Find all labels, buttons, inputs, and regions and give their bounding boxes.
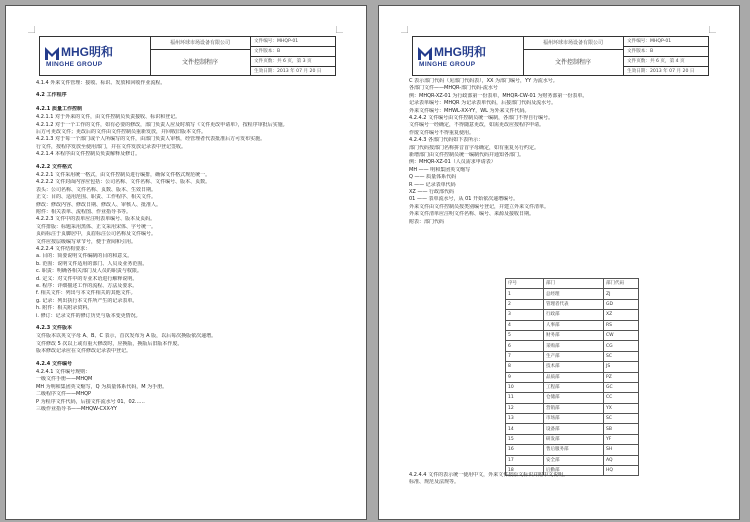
section-heading: 4.2.4 文件编号 bbox=[36, 360, 72, 367]
table-row bbox=[506, 289, 639, 299]
table-cell: 13 bbox=[506, 414, 544, 424]
table-row bbox=[506, 341, 639, 351]
table-cell: CW bbox=[604, 330, 639, 340]
table-cell: SB bbox=[604, 424, 639, 434]
body-text-line: 后方可更改文件；更改后的文件由文件控制员重新发放，并回收旧版本文件。 bbox=[36, 129, 207, 135]
body-text-line: 4.2.4.1 文件编号规则： bbox=[36, 369, 91, 375]
company-name: 福州环球市场设备有限公司 bbox=[150, 37, 250, 50]
document-page-2 bbox=[378, 5, 740, 520]
table-cell: 工程部 bbox=[544, 382, 604, 392]
body-text-line: 文件编号一经确定，不得随意更改，如需更改应按程序申请。 bbox=[409, 122, 545, 129]
body-text-line: 文件版本以英文字母 A、B、C 表示，首次发布为 A 版，以后每次换版依次递增。 bbox=[36, 333, 217, 340]
body-text-line: c. 职责：明确各相关部门及人员的职责与权限。 bbox=[36, 268, 142, 275]
table-cell: HQ bbox=[604, 466, 639, 476]
table-header-cell: 部门代码 bbox=[604, 279, 639, 289]
brand-name: MHG明和 bbox=[434, 45, 486, 59]
document-meta bbox=[251, 37, 335, 75]
body-text-line: 部门代码按部门名称拼音首字母确定，如有重复另行约定。 bbox=[409, 144, 540, 151]
table-cell: 设备部 bbox=[544, 424, 604, 434]
table-cell: 3 bbox=[506, 310, 544, 320]
body-text-line: 记录表单编号：MHQR 为记录表单代码，后接部门代码及流水号。 bbox=[409, 100, 557, 107]
table-cell: SC bbox=[604, 351, 639, 361]
page-header-table bbox=[412, 36, 709, 76]
body-text-line: 修改：修改内容、修改日期、修改人、审核人、批准人。 bbox=[36, 201, 162, 208]
company-name: 福州环球市场设备有限公司 bbox=[523, 37, 623, 50]
body-text-line: 4.2.4.4 文件的表示统一使用中文，外来文件按原文标识并附中文说明。 bbox=[409, 472, 569, 478]
body-text-line: 标准、规范及法规等。 bbox=[409, 479, 460, 486]
table-cell: 人事部 bbox=[544, 320, 604, 330]
doc-effective-date: 生效日期：2013 年 07 月 20 日 bbox=[254, 69, 322, 74]
body-text-line: 4.2.1.4 本程序由文件控制员负责解释及修订。 bbox=[36, 151, 141, 158]
table-cell: 17 bbox=[506, 455, 544, 465]
table-row bbox=[506, 414, 639, 424]
body-text-line: C 表示部门代码（见部门代码表），XX 为部门编号，YY 为流水号。 bbox=[409, 78, 558, 84]
body-text-line: Q —— 质量体系代码 bbox=[409, 174, 457, 181]
table-cell: 4 bbox=[506, 320, 544, 330]
table-cell: AQ bbox=[604, 455, 639, 465]
table-cell: 行政部 bbox=[544, 310, 604, 320]
body-text-line: XZ —— 行政部代码 bbox=[409, 189, 455, 195]
table-cell: 2 bbox=[506, 299, 544, 309]
table-cell: 6 bbox=[506, 341, 544, 351]
table-cell: 研发部 bbox=[544, 434, 604, 444]
table-row bbox=[506, 393, 639, 403]
section-heading: 4.2 工作程序 bbox=[36, 92, 67, 99]
body-text-line: 表头：公司名称、文件名称、页数、版本、生效日期。 bbox=[36, 186, 157, 193]
page-header-table bbox=[39, 36, 336, 76]
body-text-line: 文件修改 5 次以上或有重大修改时，应换版，换版后旧版本作废。 bbox=[36, 340, 183, 347]
table-cell: CC bbox=[604, 393, 639, 403]
table-header-cell: 部门 bbox=[544, 279, 604, 289]
body-text-line: 4.2.2.3 文件中的表单应注明表单编号、版本及页码。 bbox=[36, 216, 156, 223]
body-text-line: 外来文件编号：MHWL-XX-YY，WL 为外来文件代码。 bbox=[409, 107, 530, 114]
corner-mark-top-left bbox=[401, 26, 408, 33]
table-cell: 12 bbox=[506, 403, 544, 413]
table-cell: 8 bbox=[506, 362, 544, 372]
table-row bbox=[506, 424, 639, 434]
body-text-line: 01 —— 表单流水号，从 01 开始依次递增编号。 bbox=[409, 196, 519, 203]
body-text-line: 外来文件清单应注明文件名称、编号、来源及接收日期。 bbox=[409, 211, 535, 218]
table-cell: 仓储部 bbox=[544, 393, 604, 403]
body-text-line: 文件排版：标题采用黑体、正文采用宋体、字号统一。 bbox=[36, 223, 157, 230]
body-text-line: 新增部门由文件控制员统一编制代码并通知各部门。 bbox=[409, 152, 525, 158]
body-text-line: h. 附件：相关附录资料。 bbox=[36, 305, 93, 312]
body-text-line: i. 修订：记录文件的修订历史与版本变更情况。 bbox=[36, 312, 141, 319]
table-row bbox=[506, 351, 639, 361]
brand-subtitle: MINGHE GROUP bbox=[46, 61, 103, 68]
table-row bbox=[506, 455, 639, 465]
doc-effective-date: 生效日期：2013 年 07 月 20 日 bbox=[627, 69, 695, 74]
corner-mark-top-right bbox=[336, 26, 343, 33]
table-cell: 7 bbox=[506, 351, 544, 361]
body-text-line: 例：MHQR-XZ-01（人员需求申请表） bbox=[409, 159, 496, 166]
table-cell: 技术部 bbox=[544, 362, 604, 372]
corner-mark-top-right bbox=[709, 26, 716, 33]
table-cell: 管理者代表 bbox=[544, 299, 604, 309]
body-text-line: 外来文件由文件控制员按类别编号登记，并建立外来文件清单。 bbox=[409, 203, 550, 210]
table-cell: 后勤部 bbox=[544, 466, 604, 476]
table-cell: XZ bbox=[604, 310, 639, 320]
doc-version: 文件版本：B bbox=[251, 47, 335, 57]
department-code-table bbox=[505, 278, 639, 476]
table-cell: YX bbox=[604, 403, 639, 413]
body-text-line: 4.2.1.3 对于每一个部门或个人所编写的文件，由部门负责人审核，经管理者代表批准后方可发布实施。 bbox=[36, 136, 266, 143]
table-row bbox=[506, 445, 639, 455]
table-cell: 采购部 bbox=[544, 341, 604, 351]
body-text-line: a. 目的：简要说明文件编制的目的和意义。 bbox=[36, 253, 133, 260]
body-text-line: 4.2.2.2 文件封面内容应包括：公司名称、文件名称、文件编号、版本、页数。 bbox=[36, 179, 211, 186]
table-row bbox=[506, 310, 639, 320]
table-row bbox=[506, 320, 639, 330]
body-text-line: 4.2.4.2 文件编号由文件控制员统一编制，各部门不得自行编号。 bbox=[409, 115, 554, 121]
body-text-line: 一级文件手册——MHQM bbox=[36, 376, 93, 383]
body-text-line: 二级程序文件——MHQP bbox=[36, 391, 92, 398]
doc-number: 文件编号：MHQP-01 bbox=[251, 37, 335, 47]
table-row bbox=[506, 299, 639, 309]
table-cell: 5 bbox=[506, 330, 544, 340]
body-text-line: 附件：相关表单、流程图、作业指导书等。 bbox=[36, 209, 132, 215]
doc-version: 文件版本：B bbox=[624, 47, 708, 57]
body-text-line: R —— 记录表单代码 bbox=[409, 181, 456, 188]
table-cell: 1 bbox=[506, 289, 544, 299]
body-text-line: b. 范围：说明文件适用的部门、人员及业务范围。 bbox=[36, 260, 148, 267]
table-cell: YF bbox=[604, 434, 639, 444]
table-cell: 售后服务部 bbox=[544, 445, 604, 455]
body-text-line: 4.2.2.4 文件结构要求： bbox=[36, 246, 91, 252]
table-cell: SH bbox=[604, 445, 639, 455]
section-heading: 4.2.1 质量工作控制 bbox=[36, 105, 82, 112]
body-text-line: 4.2.1.1 对于外来的文件，由文件控制员负责接收、标识和登记。 bbox=[36, 114, 181, 121]
table-cell: ZJ bbox=[604, 289, 639, 299]
body-text-line: 版本修改记录应在文件修改记录表中登记。 bbox=[36, 348, 132, 355]
brand-subtitle: MINGHE GROUP bbox=[419, 61, 476, 68]
company-logo bbox=[413, 37, 524, 75]
table-cell: RS bbox=[604, 320, 639, 330]
table-cell: 15 bbox=[506, 434, 544, 444]
document-title: 文件控制程序 bbox=[554, 59, 591, 66]
section-heading: 4.2.2 文件格式 bbox=[36, 163, 72, 170]
table-cell: SC bbox=[604, 414, 639, 424]
table-cell: 市场部 bbox=[544, 414, 604, 424]
table-cell: GC bbox=[604, 382, 639, 392]
doc-number: 文件编号：MHQP-01 bbox=[624, 37, 708, 47]
body-text-line: e. 程序：详细描述工作的流程、方法及要求。 bbox=[36, 283, 138, 289]
table-row bbox=[506, 434, 639, 444]
table-cell: 10 bbox=[506, 382, 544, 392]
body-text-line: f. 相关文件：列出与本文件相关的其他文件。 bbox=[36, 290, 136, 297]
body-text-line: 作废文件编号不得重复使用。 bbox=[409, 129, 475, 136]
body-text-line: MH 为明和集团英文缩写，Q 为质量体系代码，M 为手册。 bbox=[36, 383, 168, 390]
table-cell: JS bbox=[604, 362, 639, 372]
table-row bbox=[506, 382, 639, 392]
section-heading: 4.2.3 文件版本 bbox=[36, 325, 72, 331]
body-text-line: 附表：部门代码 bbox=[409, 218, 445, 225]
table-cell: GD bbox=[604, 299, 639, 309]
body-text-line: 三级作业指导书——MHQW-CXX-YY bbox=[36, 406, 117, 412]
table-cell: 16 bbox=[506, 445, 544, 455]
body-text-line: 4.1.4 外来文件管理：接收、标识、发放和回收作业流程。 bbox=[36, 80, 166, 86]
table-cell: 营销部 bbox=[544, 403, 604, 413]
table-row bbox=[506, 330, 639, 340]
body-text-line: 例：MHQR-XZ-01 为行政部第一份表单，MHQR-CW-01 为财务部第一份表单。 bbox=[409, 92, 588, 99]
doc-pages: 文件页数：共 6 页，第 3 页 bbox=[251, 57, 335, 67]
company-logo bbox=[40, 37, 151, 75]
body-text-line: d. 定义：对文件中的专业术语进行解释说明。 bbox=[36, 275, 138, 282]
body-text-line: 4.2.2.1 文件采用统一格式，由文件控制员进行编排，确保文件格式规范统一。 bbox=[36, 172, 211, 178]
table-cell: 总经理 bbox=[544, 289, 604, 299]
document-title: 文件控制程序 bbox=[181, 59, 218, 66]
mhg-logo-icon bbox=[418, 47, 432, 60]
corner-mark-top-left bbox=[28, 26, 35, 33]
table-cell: 18 bbox=[506, 466, 544, 476]
body-text-line: 4.2.1.2 对于一个工作的文件，如有必要的修改，部门负责人应及时填写《文件更改申请单》，按程序审批后实施。 bbox=[36, 121, 288, 128]
table-row bbox=[506, 372, 639, 382]
table-cell: 11 bbox=[506, 393, 544, 403]
table-cell: 生产部 bbox=[544, 351, 604, 361]
mhg-logo-icon bbox=[45, 47, 59, 60]
doc-pages: 文件页数：共 6 页，第 4 页 bbox=[624, 57, 708, 67]
table-row bbox=[506, 362, 639, 372]
body-text-line: 正文：目的、适用范围、职责、工作程序、相关文件。 bbox=[36, 194, 157, 201]
table-row bbox=[506, 403, 639, 413]
body-text-line: 页码标注于页脚居中，页眉标注公司名称及文件编号。 bbox=[36, 231, 157, 238]
table-cell: CG bbox=[604, 341, 639, 351]
document-page-1 bbox=[5, 5, 367, 520]
table-cell: 品质部 bbox=[544, 372, 604, 382]
body-text-line: MH —— 明和集团英文缩写 bbox=[409, 166, 471, 173]
table-header-row bbox=[506, 279, 639, 289]
table-cell: 9 bbox=[506, 372, 544, 382]
body-text-line: 行文件，按程序发放至使用部门，并在文件发放记录表中登记签收。 bbox=[36, 143, 187, 150]
body-text-line: g. 记录：列出执行本文件所产生的记录表单。 bbox=[36, 297, 138, 304]
table-header-cell: 序号 bbox=[506, 279, 544, 289]
table-cell: PZ bbox=[604, 372, 639, 382]
table-cell: 14 bbox=[506, 424, 544, 434]
body-text-line: 文件应按层级编写章节号，便于查阅和引用。 bbox=[36, 238, 137, 245]
brand-name: MHG明和 bbox=[61, 45, 113, 59]
body-text-line: 4.2.4.3 各部门代码如下表所示： bbox=[409, 137, 484, 144]
document-meta bbox=[624, 37, 708, 75]
table-cell: 财务部 bbox=[544, 330, 604, 340]
body-text-line: 各部门文件——MHQR-部门代码-流水号 bbox=[409, 85, 498, 92]
table-cell: 安全部 bbox=[544, 455, 604, 465]
body-text-line: P 为程序文件代码，后接文件流水号 01、02…… bbox=[36, 398, 145, 405]
